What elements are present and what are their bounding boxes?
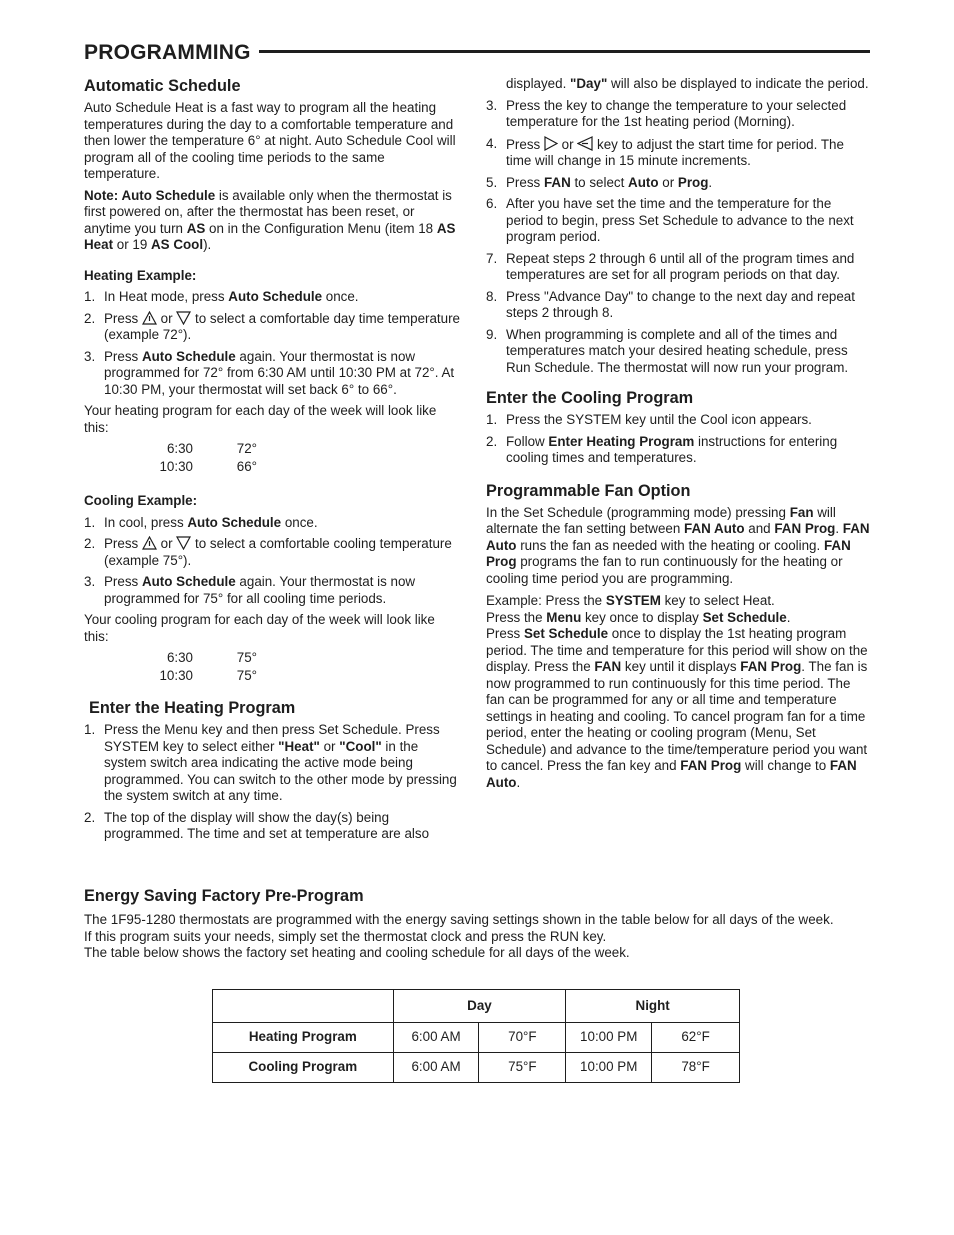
heating-program-steps-continued [486,76,870,376]
list-item: 4. Press or key to adjust the start time for period. The time will change in 15 minute increments. [486,135,844,168]
down-arrow-icon [176,536,191,550]
table-cell: 6:00 AM [393,1023,479,1053]
list-item: 3. Press Auto Schedule again. Your thermostat is now programmed for 75° for all cooling time periods. [84,574,416,606]
list-item: 8. Press "Advance Day" to change to the next day and repeat steps 2 through 8. [486,288,855,320]
up-arrow-icon [142,311,157,325]
list-item: 7. Repeat steps 2 through 6 until all of the program times and temperatures are set for all program periods on that day. [486,250,855,282]
table-row [213,1023,740,1053]
energy-saving-section [84,886,874,962]
automatic-schedule-heading: Automatic Schedule [84,77,241,95]
heating-example-schedule [84,441,460,477]
up-arrow-icon [142,536,157,550]
energy-saving-line: The 1F95-1280 thermostats are programmed with the energy saving settings shown in the table below for all days of the week. [84,912,834,927]
cooling-example-schedule [84,650,460,686]
automatic-schedule-intro: Auto Schedule Heat is a fast way to program all the heating temperatures during the day to a comfortable temperature and then lower the temperature 6° at night. Auto Schedule Cool will program all of the cooling time periods to the same temperature. [84,100,456,181]
heating-example-steps [84,289,460,398]
list-item: 1. In Heat mode, press Auto Schedule once. [84,289,359,304]
table-cell: 62°F [652,1023,740,1053]
list-item: 5. Press FAN to select Auto or Prog. [486,174,713,190]
cooling-example-summary: Your cooling program for each day of the week will look like this: [84,612,435,644]
table-header-row [213,990,740,1023]
schedule-row: 10:30 66° [159,459,257,474]
table-cell: 10:00 PM [566,1053,652,1083]
left-column [84,76,460,848]
list-item: 3. Press the key to change the temperature to your selected temperature for the 1st heating period (Morning). [486,97,847,129]
column-header-night: Night [566,990,740,1023]
table-row [213,1053,740,1083]
list-item: 2. Press or to select a comfortable day time temperature (example 72°). [84,310,460,342]
list-item: 2. The top of the display will show the day(s) being programmed. The time and set at temperature are also [84,809,430,841]
factory-schedule-table [212,989,740,1083]
heating-example-heading: Heating Example: [84,267,197,283]
list-item: 1. Press the SYSTEM key until the Cool icon appears. [486,412,812,427]
right-column [486,76,870,796]
cooling-program-steps [486,412,870,467]
heating-example-summary: Your heating program for each day of the week will look like this: [84,403,437,435]
schedule-row: 6:30 75° [166,650,257,665]
table-cell: 10:00 PM [566,1023,652,1053]
down-arrow-icon [176,311,191,325]
fan-option-paragraph: In the Set Schedule (programming mode) pressing Fan will alternate the fan setting between FAN Auto and FAN Prog. FAN Auto runs the fan as needed with the heating or cooling. FAN Prog programs the fan to run continuously for the heating or cooling time period you are programming. [486,504,870,586]
table-cell: 6:00 AM [393,1053,479,1083]
page-header [84,40,870,66]
table-cell: 75°F [479,1053,566,1083]
schedule-row: 6:30 72° [166,441,257,456]
cooling-example-steps [84,515,460,608]
list-item: 2. Follow Enter Heating Program instructions for entering cooling times and temperatures. [486,433,838,465]
list-item: 2. Press or to select a comfortable cooling temperature (example 75°). [84,536,452,568]
fan-option-heading: Programmable Fan Option [486,481,691,500]
heating-program-steps [84,722,460,843]
table-cell: 78°F [652,1053,740,1083]
list-item: 3. Press Auto Schedule again. Your thermostat is now programmed for 72° from 6:30 AM until 10:30 PM at 72°. At 10:30 PM, your thermostat will set back 6° to 66°. [84,348,455,397]
right-arrow-icon [544,136,558,151]
schedule-row: 10:30 75° [159,668,257,683]
page-title: PROGRAMMING [84,40,259,66]
list-item: 6. After you have set the time and the temperature for the period to begin, press Set Schedule to advance to the next program period. [486,196,854,244]
energy-saving-line: If this program suits your needs, simply set the thermostat clock and press the RUN key. [84,928,607,944]
table-cell: 70°F [479,1023,566,1053]
cooling-example-heading: Cooling Example: [84,493,198,508]
column-header-day: Day [393,990,566,1023]
list-item: 1. In cool, press Auto Schedule once. [84,514,318,530]
list-item: displayed. "Day" will also be displayed to indicate the period. [506,76,869,91]
list-item: 9. When programming is complete and all of the times and temperatures match your desired heating schedule, press Run Schedule. The thermostat will now run your program. [486,326,849,375]
row-label: Cooling Program [213,1053,394,1083]
cooling-program-heading: Enter the Cooling Program [486,389,694,407]
heating-program-heading: Enter the Heating Program [89,699,296,717]
row-label: Heating Program [213,1023,394,1053]
automatic-schedule-note: Note: Auto Schedule is available only when the thermostat is first powered on, after the thermostat has been reset, or anytime you turn AS on in the Configuration Menu (item 18 AS Heat or 19 AS Cool). [84,187,456,252]
energy-saving-line: The table below shows the factory set heating and cooling schedule for all days of the week. [84,945,630,960]
fan-example-paragraph: Example: Press the SYSTEM key to select Heat. Press the Menu key once to display Set Schedule. Press Set Schedule once to display the 1st heating program period. The time and temperature for this period will show on the display. Press the FAN key until it displays FAN Prog. The fan is now programmed to run continuously for this time period. The fan can be programmed for any or all time and temperature settings in heating and cooling. To cancel program fan for a time period, enter the heating or cooling program (Menu, Set Schedule) and advance to the time/temperature period you want to cancel. Press the fan key and FAN Prog will change to FAN Auto. [486,593,868,790]
list-item: 1. Press the Menu key and then press Set Schedule. Press SYSTEM key to select either "Heat" or "Cool" in the system switch area indicating the active mode being programmed. You can switch to the other mode by pressing the system switch at any time. [84,722,457,803]
energy-saving-heading: Energy Saving Factory Pre-Program [84,887,364,905]
table-corner-cell [213,990,394,1023]
left-arrow-icon [577,136,593,151]
